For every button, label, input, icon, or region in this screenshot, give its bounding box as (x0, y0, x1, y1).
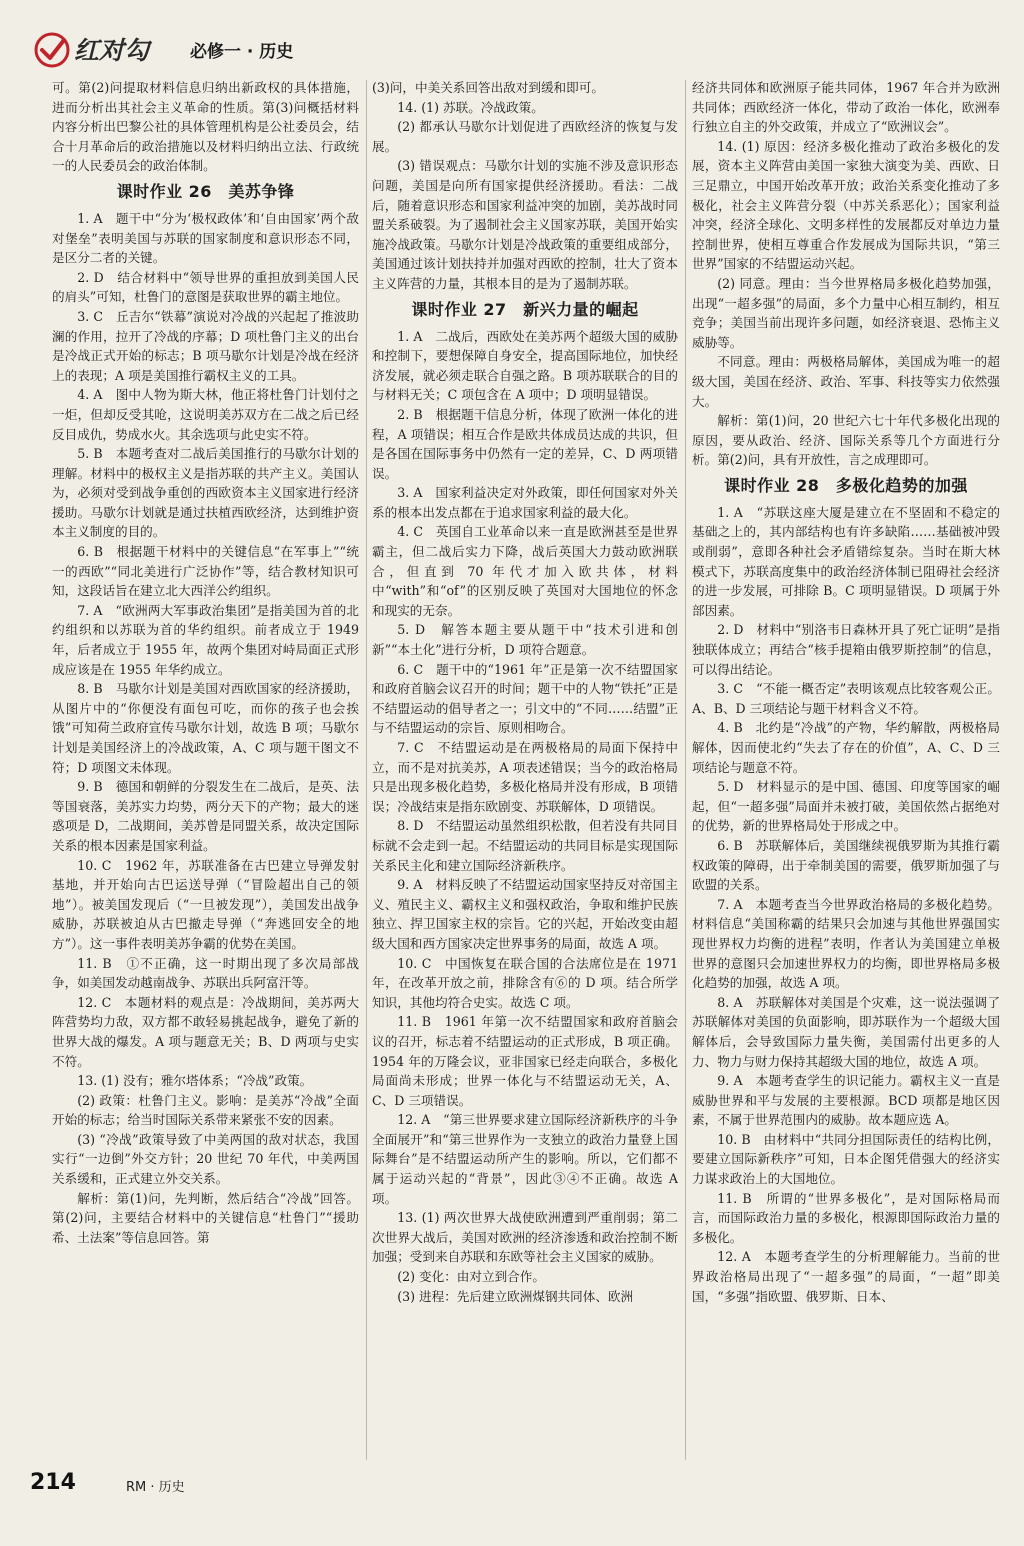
answer-item: 1. A 题干中“分为‘极权政体’和‘自由国家’两个敌对堡垒”表明美国与苏联的国家制度和意识形态不同，是区分二者的关键。 (52, 210, 359, 266)
answer-item: 12. A “第三世界要求建立国际经济新秩序的斗争全面展开”和“第三世界作为一支独立的政治力量登上国际舞台”是不结盟运动所产生的影响。所以，它们都不属于运动兴起的“背景”，因此③④不正确。故选 A 项。 (372, 1112, 678, 1206)
answer-item: 不同意。理由：两极格局解体，美国成为唯一的超级大国，美国在经济、政治、军事、科技等实力依然强大。 (692, 354, 1000, 409)
brand-logo (32, 28, 182, 72)
answer-item: 8. B 马歇尔计划是美国对西欧国家的经济援助，从图片中的“你便没有面包可吃，而你的孩子也会挨饿”可知荷兰政府宣传马歇尔计划，故选 B 项；马歇尔计划是美国经济上的冷战政策，A、C 项与题干图文不符；D 项图文未体现。 (52, 681, 359, 775)
footer-note: RM · 历史 (126, 1480, 185, 1495)
answer-item: 7. C 不结盟运动是在两极格局的局面下保持中立，而不是对抗美苏，A 项表述错误；当今的政治格局只是出现多极化趋势，多极化格局并没有形成，B 项错误；冷战结束是指东欧剧变、苏联解体，D 项错误。 (372, 740, 678, 814)
answer-item: 10. C 中国恢复在联合国的合法席位是在 1971 年，在改革开放之前，排除含有⑥的 D 项。结合所学知识，其他均符合史实。故选 C 项。 (372, 955, 678, 1010)
answer-item: (2) 变化：由对立到合作。 (397, 1269, 545, 1285)
answer-item: (2) 政策：杜鲁门主义。影响：是美苏“冷战”全面开始的标志；给当时国际关系带来紧张不安的因素。 (52, 1092, 359, 1128)
answer-item: 10. B 由材料中“共同分担国际责任的结构比例，要建立国际新秩序”可知，日本企图凭借强大的经济实力谋求政治上的大国地位。 (692, 1131, 1000, 1187)
column-left (52, 78, 359, 1463)
section-heading-26: 课时作业 26 美苏争锋 (116, 181, 295, 201)
answer-item: 5. D 解答本题主要从题干中“技术引进和创新”“本土化”进行分析，D 项符合题意。 (372, 622, 678, 658)
answer-item: 4. A 图中人物为斯大林，他正将杜鲁门计划付之一炬，但却反受其呛，这说明美苏双方在二战之后已经反目成仇，势成水火。其余选项与此史实不符。 (52, 387, 359, 442)
answer-item: (2) 都承认马歇尔计划促进了西欧经济的恢复与发展。 (372, 119, 678, 154)
column-middle (372, 78, 678, 1463)
page-footer (30, 1470, 530, 1510)
answer-item: 11. B 1961 年第一次不结盟国家和政府首脑会议的召开，标志着不结盟运动的正式形成，B 项正确。1954 年的万隆会议，亚非国家已经走向联合，多极化局面尚未形成；世界一体化与不结盟运动无关，A、C、D 三项错误。 (372, 1014, 678, 1108)
section-heading-28: 课时作业 28 多极化趋势的加强 (724, 475, 968, 495)
answer-item: 4. B 北约是“冷战”的产物，华约解散，两极格局解体，因而使北约“失去了存在的价值”，A、C、D 三项结论与题意不符。 (692, 720, 1000, 775)
answer-item: 7. A “欧洲两大军事政治集团”是指美国为首的北约组织和以苏联为首的华约组织。前者成立于 1949 年，后者成立于 1955 年，故两个集团对峙局面正式形成应该是在 1955 年华约成立。 (52, 602, 359, 677)
section-heading-27: 课时作业 27 新兴力量的崛起 (411, 299, 639, 319)
answer-item: 4. C 英国自工业革命以来一直是欧洲甚至是世界霸主，但二战后实力下降，战后英国大力鼓动欧洲联合，但直到 70 年代才加入欧共体，材料中“with”和“of”的区别反映了英国对大国地位的怀念和现实的无奈。 (372, 524, 678, 618)
paragraph: 经济共同体和欧洲原子能共同体，1967 年合并为欧洲共同体；西欧经济一体化，带动了政治一体化，欧洲奉行独立自主的外交政策，并成立了“欧洲议会”。 (692, 80, 1000, 135)
answer-item: 6. B 苏联解体后，美国继续视俄罗斯为其推行霸权政策的障碍，出于牵制美国的需要，俄罗斯加强了与欧盟的关系。 (692, 837, 1000, 893)
analysis-note: 解析：第(1)问，20 世纪六七十年代多极化出现的原因，要从政治、经济、国际关系等几个方面进行分析。第(2)问，具有开放性，言之成理即可。 (692, 413, 1000, 468)
answer-item: 9. A 本题考查学生的识记能力。霸权主义一直是威胁世界和平与发展的主要根源。BCD 项都是地区因素，不属于世界范围内的威胁。故本题应选 A。 (692, 1073, 1000, 1128)
answer-item: 5. D 材料显示的是中国、德国、印度等国家的崛起，但“一超多强”局面并未被打破，美国依然占据绝对的优势，新的世界格局处于形成之中。 (692, 779, 1000, 834)
answer-item: (3) 进程：先后建立欧洲煤钢共同体、欧洲 (397, 1288, 634, 1304)
answer-item: 1. A 二战后，西欧处在美苏两个超级大国的威胁和控制下，要想保障自身安全，提高国际地位，加快经济发展，就必须走联合自强之路。B 项苏联联合的目的与材料无关；C 项包含在 A 项中；D 项明显错误。 (372, 328, 678, 403)
answer-item: 7. A 本题考查当今世界政治格局的多极化趋势。材料信息“美国称霸的结果只会加速与其他世界强国实现世界权力均衡的进程”表明，作者认为美国建立单极世界的意图只会加速世界权力的均衡，即世界格局多极化趋势的加强，故选 A 项。 (692, 896, 1000, 991)
answer-item: 2. D 结合材料中“领导世界的重担放到美国人民的肩头”可知，杜鲁门的意图是获取世界的霸主地位。 (52, 269, 359, 305)
column-divider (366, 80, 367, 1460)
answer-item: (2) 同意。理由：当今世界格局多极化趋势加强，出现“一超多强”的局面，多个力量中心相互制约，相互竞争；美国当前出现许多问题，如经济衰退、恐怖主义威胁等。 (692, 275, 1000, 350)
answer-item: 6. C 题干中的“1961 年”正是第一次不结盟国家和政府首脑会议召开的时间；题干中的人物“铁托”正是不结盟运动的倡导者之一；引文中的“不同……结盟”正与不结盟运动的宗旨、原则相吻合。 (372, 661, 678, 736)
answer-item: 9. B 德国和朝鲜的分裂发生在二战后，是英、法等国衰落，美苏实力均势，两分天下的产物；最大的迷惑项是 D，二战期间，美苏曾是同盟关系，故决定国际关系的根本因素是国家利益。 (52, 779, 359, 853)
paragraph: 可。第(2)问提取材料信息归纳出新政权的具体措施，进而分析出其社会主义革命的性质。第(3)问概括材料内容分析出巴黎公社的具体管理机构是公社委员会，结合十月革命后的政治措施以及材料归纳出立法、行政统一的人民委员会的政治体制。 (52, 80, 359, 174)
answer-item: 13. (1) 没有；雅尔塔体系；“冷战”政策。 (77, 1073, 313, 1089)
book-title: 必修一 · 历史 (190, 42, 294, 62)
answer-item: 11. B ①不正确，这一时期出现了多次局部战争，如美国发动越南战争、苏联出兵阿富汗等。 (52, 955, 359, 991)
answer-item: 6. B 根据题干材料中的关键信息“在军事上”“统一的西欧”“同北美进行广泛协作”等，结合教材知识可知，这段话旨在建立北大西洋公约组织。 (52, 544, 359, 599)
answer-item: (3) “冷战”政策导致了中美两国的敌对状态，我国实行“一边倒”外交方针；20 世纪 70 年代，中美两国关系缓和，正式建立外交关系。 (52, 1131, 359, 1187)
answer-item: 2. D 材料中“别洛韦日森林开具了死亡证明”是指独联体成立；再结合“核手提箱由俄罗斯控制”的信息，可以得出结论。 (692, 622, 1000, 677)
answer-item: 14. (1) 苏联。冷战政策。 (397, 99, 544, 115)
answer-item: 12. A 本题考查学生的分析理解能力。当前的世界政治格局出现了“一超多强”的局面，“一超”即美国，“多强”指欧盟、俄罗斯、日本、 (692, 1249, 1000, 1304)
logo-text: 红对勾 (74, 36, 150, 65)
answer-item: 10. C 1962 年，苏联准备在古巴建立导弹发射基地，并开始向古巴运送导弹（“冒险超出自己的领地”）。被美国发现后（“一旦被发现”），美国发出战争威胁，苏联被迫从古巴撤走导弹（“奔逃回安全的地方”）。这一事件表明美苏争霸的优势在美国。 (52, 857, 359, 951)
page-number: 214 (30, 1470, 76, 1495)
column-right (692, 78, 1000, 1463)
answer-item: (3) 错误观点：马歇尔计划的实施不涉及意识形态问题，美国是向所有国家提供经济援助。看法：二战后，随着意识形态和国家利益冲突的加剧，美苏战时同盟关系破裂。为了遏制社会主义国家苏联，美国开始实施冷战政策。马歇尔计划是冷战政策的重要组成部分，美国通过该计划扶持并加强对西欧的控制，壮大了资本主义阵营的力量，其根本目的是为了遏制苏联。 (372, 158, 678, 291)
answer-item: 3. C 丘吉尔“铁幕”演说对冷战的兴起起了推波助澜的作用，拉开了冷战的序幕；D 项杜鲁门主义的出台是冷战正式开始的标志；B 项马歇尔计划是冷战在经济上的表现；A 项是美国推行霸权主义的工具。 (52, 308, 359, 383)
answer-item: 1. A “苏联这座大厦是建立在不坚固和不稳定的基础之上的，其内部结构也有许多缺陷……基础被冲毁或削弱”，意即各种社会矛盾错综复杂。当时在斯大林模式下，苏联高度集中的政治经济体制已阻碍社会经济的进一步发展，可排除 B。C 项明显错误。D 项属于外部因素。 (692, 504, 1000, 618)
answer-item: 3. A 国家利益决定对外政策，即任何国家对外关系的根本出发点都在于追求国家利益的最大化。 (372, 485, 678, 520)
answer-item: 11. B 所谓的“世界多极化”，是对国际格局而言，而国际政治力量的多极化，根源即国际政治力量的多极化。 (692, 1190, 1000, 1245)
column-divider (685, 80, 686, 1460)
answer-item: 13. (1) 两次世界大战使欧洲遭到严重削弱；第二次世界大战后，美国对欧洲的经济渗透和政治控制不断加强；受到来自苏联和东欧等社会主义国家的威胁。 (372, 1210, 678, 1265)
answer-item: 9. A 材料反映了不结盟运动国家坚持反对帝国主义、殖民主义、霸权主义和强权政治，争取和维护民族独立、捍卫国家主权的宗旨。它的兴起，开始改变由超级大国和西方国家决定世界事务的局面，故选 A 项。 (372, 877, 678, 951)
paragraph: (3)问，中美关系回答出敌对到缓和即可。 (372, 80, 604, 95)
answer-item: 2. B 根据题干信息分析，体现了欧洲一体化的进程，A 项错误；相互合作是欧共体成员达成的共识，但是各国在国际事务中仍然有一定的差异，C、D 两项错误。 (372, 406, 678, 481)
answer-item: 12. C 本题材料的观点是：冷战期间，美苏两大阵营势均力敌，双方都不敢轻易挑起战争，避免了新的世界大战的爆发。A 项与题意无关；B、D 两项与史实不符。 (52, 994, 359, 1069)
answer-item: 3. C “不能一概否定”表明该观点比较客观公正。A、B、D 三项结论与题干材料含义不符。 (692, 681, 1000, 716)
answer-item: 8. D 不结盟运动虽然组织松散，但若没有共同目标就不会走到一起。不结盟运动的共同目标是实现国际关系民主化和建立国际经济新秩序。 (372, 818, 678, 873)
answer-item: 8. A 苏联解体对美国是个灾难，这一说法强调了苏联解体对美国的负面影响，即苏联作为一个超级大国解体后，会导致国际力量失衡，美国需付出更多的人力、物力与财力保持其超级大国的地位，故选 A 项。 (692, 994, 1000, 1069)
answer-item: 14. (1) 原因：经济多极化推动了政治多极化的发展，资本主义阵营由美国一家独大演变为美、西欧、日三足鼎立，中国开始改革开放；政治关系变化推动了多极化，社会主义阵营分裂（中苏关系恶化）；国家利益冲突，经济全球化、文明多样性的发展都反对单边力量控制世界，使相互尊重合作发展成为国际共识，“第三世界”国家的不结盟运动兴起。 (692, 138, 1000, 272)
page-header (30, 26, 1010, 76)
answer-item: 5. B 本题考查对二战后美国推行的马歇尔计划的理解。材料中的极权主义是指苏联的共产主义。美国认为，必须对受到战争重创的西欧资本主义国家进行经济援助。马歇尔计划就是通过扶植西欧经济，达到维护资本主义制度的目的。 (52, 446, 359, 540)
analysis-note: 解析：第(1)问，先判断，然后结合“冷战”回答。第(2)问，主要结合材料中的关键信息“杜鲁门”“援助希、土法案”等信息回答。第 (52, 1190, 359, 1245)
